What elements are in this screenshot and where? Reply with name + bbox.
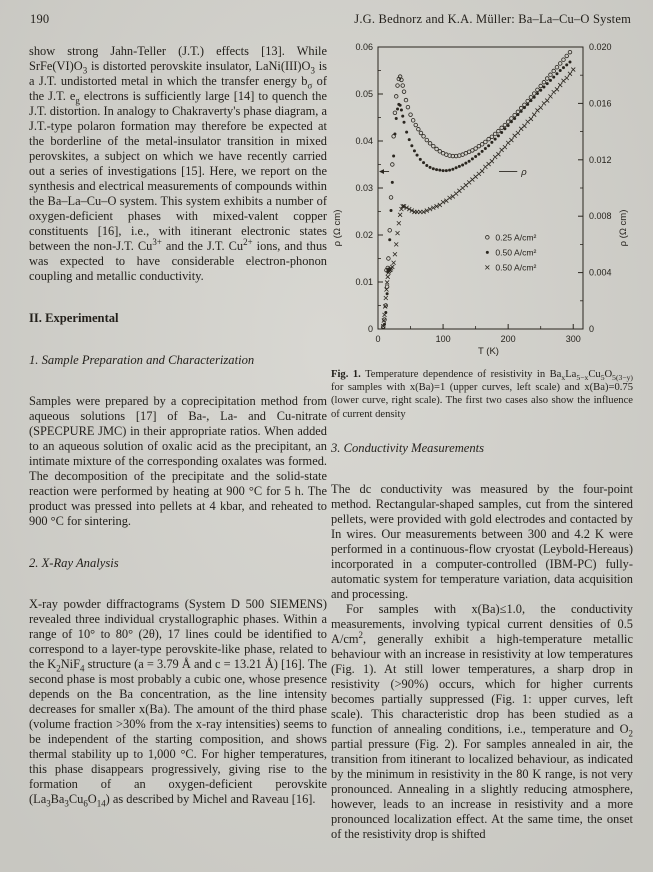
svg-text:300: 300 — [565, 334, 581, 344]
running-head-title: J.G. Bednorz and K.A. Müller: Ba–La–Cu–O System — [354, 12, 631, 26]
svg-text:0.012: 0.012 — [589, 154, 612, 165]
svg-text:ρ: ρ — [521, 167, 527, 179]
svg-text:0.05: 0.05 — [355, 89, 373, 99]
right-column — [331, 34, 633, 842]
svg-text:T (K): T (K) — [478, 346, 499, 357]
body-paragraph: X-ray powder diffractograms (System D 500 SIEMENS) revealed three individual crystallographic phases. Within a range of 10° to 80° (2θ), 17 lines could be identified to correspond to a layer-type perovskite-like phase, related to the $K_2NiF_4$ structure (a = 3.79 Å and c = 13.21 Å) [16]. The second phase is most probably a cubic one, whose presence depends on the Ba concentration, as the line intensity decreases for smaller x(Ba). The amount of the third phase (volume fraction >30% from the x-ray intensities) seems to be independent of the starting composition, and shows thermal stability up to 1,000 °C. For higher temperatures, this phase disappears progressively, giving rise to the formation of an oxygen-deficient perovskite $(La_3Ba_3Cu_6O_{14})$ as described by Michel and Raveau [16]. — [29, 597, 327, 809]
body-paragraph: The dc conductivity was measured by the four-point method. Rectangular-shaped samples, cut from the sintered pellets, were provided with gold electrodes and contacted by In wires. Our measurements between 300 and 4.2 K were performed in a continuous-flow cryostat (Leybold-Hereaus) incorporated in a computer-controlled (IBM-PC) fully-automatic system for temperature variation, data acquisition and processing. — [331, 481, 633, 601]
figure1-resistivity-chart — [331, 34, 633, 358]
figure1-caption — [331, 368, 633, 421]
svg-text:100: 100 — [435, 334, 451, 344]
body-paragraph: show strong Jahn-Teller (J.T.) effects [13]. While $SrFe(VI)O_3$ is distorted perovskite insulator, $LaNi(III)O_3$ is a J.T. undistorted metal in which the transfer energy $b_\sigma$ of the J.T. $e_g$ electrons is sufficiently large [14] to quench the J.T. distortion. In analogy to Chakraverty's phase diagram, a J.T.-type polaron formation may therefore be expected at the borderline of the metal-insulator transition in mixed perovskites, a subject on which we have recently carried out a series of investigations [15]. Here, we report on the synthesis and electrical measurements of compounds within the Ba–La–Cu–O system. This system exhibits a number of oxygen-deficient phases with mixed-valent copper constituents [16], i.e., with itinerant electronic states between the non-J.T. $Cu^{3+}$ and the J.T. $Cu^{2+}$ ions, and thus was expected to have considerable electron-phonon coupling and metallic conductivity. — [29, 44, 328, 283]
svg-text:0.50 A/cm²: 0.50 A/cm² — [495, 247, 537, 258]
left-column — [29, 44, 327, 807]
svg-text:0.02: 0.02 — [355, 230, 373, 240]
svg-text:0: 0 — [589, 324, 595, 334]
figure1-chart-area — [331, 34, 633, 362]
svg-text:0.016: 0.016 — [589, 98, 612, 109]
svg-text:ρ (Ω cm): ρ (Ω cm) — [332, 209, 343, 247]
subsection-heading-xray-analysis: 2. X-Ray Analysis — [29, 556, 119, 570]
page-number: 190 — [30, 12, 50, 26]
svg-text:0.008: 0.008 — [589, 211, 612, 222]
svg-text:ρ (Ω cm): ρ (Ω cm) — [618, 209, 629, 247]
svg-text:0.50 A/cm²: 0.50 A/cm² — [495, 262, 537, 273]
running-header — [30, 12, 631, 27]
section-heading-experimental: II. Experimental — [29, 311, 119, 325]
svg-text:0.25 A/cm²: 0.25 A/cm² — [495, 232, 537, 243]
figure1-block — [331, 34, 633, 421]
svg-text:0.01: 0.01 — [355, 277, 373, 287]
svg-text:0: 0 — [367, 324, 373, 334]
body-paragraph: Samples were prepared by a coprecipitation method from aqueous solutions [17] of Ba-, La- and Cu-nitrate (SPECPURE JMC) in their appropriate ratios. When added to an aqueous solution of oxalic acid as the precipitant, an intimate mixture of the corresponding oxalates was formed. The decomposition of the precipitate and the solid-state reaction were performed by heating at 900 °C for 5 h. The product was pressed into pellets at 4 kbar, and reheated to 900 °C for sintering. — [29, 394, 327, 528]
figure1-caption-text: Temperature dependence of resistivity in $Ba_xLa_{5-x}Cu_5O_{5(3-y)}$ for samples with x(Ba)=1 (upper curves, left scale) and x(Ba)=0.75 (lower curve, right scale). The first two cases also show the influence of current density — [331, 369, 633, 420]
svg-text:0.004: 0.004 — [589, 267, 612, 278]
subsection-heading-conductivity: 3. Conductivity Measurements — [331, 440, 485, 455]
svg-text:200: 200 — [500, 334, 516, 344]
figure1-caption-label: Fig. 1. — [331, 369, 361, 380]
svg-text:0.04: 0.04 — [355, 136, 373, 146]
svg-text:0.03: 0.03 — [355, 183, 373, 193]
body-paragraph: For samples with x(Ba)≤1.0, the conductivity measurements, involving typical current densities of 0.5 $A/cm^2$, generally exhibit a high-temperature metallic behaviour with an increase in resistivity at low temperatures (Fig. 1). At still lower temperatures, a sharp drop in resistivity (>90%) occurs, which for higher currents becomes partially suppressed (Fig. 1: upper curves, left scale). This characteristic drop has been studied as a function of annealing conditions, i.e., temperature and $O_2$ partial pressure (Fig. 2). For samples annealed in air, the transition from itinerant to localized behaviour, as indicated by the minimum in resistivity in the 80 K range, is not very pronounced. Annealing in a slightly reducing atmosphere, however, leads to an increase in resistivity and a more pronounced localization effect. At the same time, the onset of the resistivity drop is shifted — [331, 601, 633, 841]
svg-text:0: 0 — [375, 334, 381, 344]
subsection-heading-sample-preparation: 1. Sample Preparation and Characterization — [29, 353, 255, 367]
svg-text:0.06: 0.06 — [355, 42, 373, 52]
svg-text:0.020: 0.020 — [589, 42, 612, 52]
